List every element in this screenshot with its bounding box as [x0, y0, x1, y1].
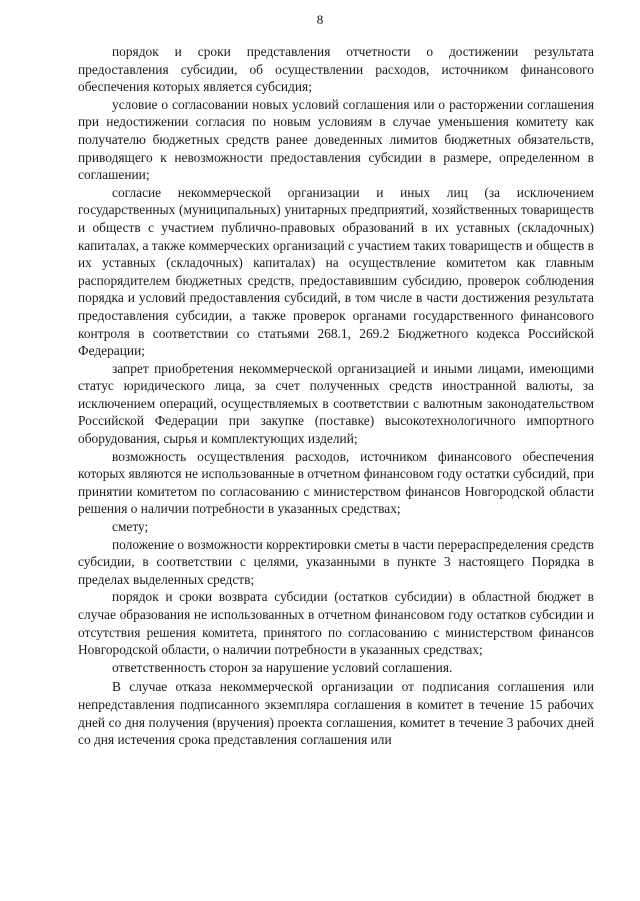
- body-text: [78, 43, 594, 749]
- paragraph-reporting: порядок и сроки представления отчетности о достижении результата предоставления субсидии, об осуществлении расходов, источником финансового обеспечения которых является субсидия;: [78, 44, 594, 95]
- page-number: 8: [316, 12, 324, 27]
- paragraph-refusal: В случае отказа некоммерческой организации от подписания соглашения или непредставления подписанного экземпляра соглашения в комитет в течение 15 рабочих дней со дня получения (вручения) проекта соглашения, комитет в течение 3 рабочих дней со дня истечения срока представления соглашения или: [78, 679, 594, 748]
- paragraph-responsibility: ответственность сторон за нарушение условий соглашения.: [112, 659, 453, 675]
- paragraph-remaining-funds: возможность осуществления расходов, источником финансового обеспечения которых являются не использованные в отчетном финансовом году остатки субсидий, при принятии комитетом по согласованию с министерством финансов Новгородской области решения о наличии потребности в указанных средствах;: [78, 448, 594, 517]
- paragraph-return-subsidy: порядок и сроки возврата субсидии (остатков субсидии) в областной бюджет в случае образования не использованных в отчетном финансовом году остатков субсидии и отсутствия решения комитета, принятого по согласованию с министерством финансов Новгородской области, о наличии потребности в указанных средствах;: [78, 589, 594, 658]
- paragraph-estimate: смету;: [112, 519, 149, 535]
- paragraph-estimate-adjustment: положение о возможности корректировки сметы в части перераспределения средств субсидии, в соответствии с целями, указанными в пункте 3 настоящего Порядка в пределах выделенных средств;: [78, 536, 594, 587]
- paragraph-consent-inspections: согласие некоммерческой организации и иных лиц (за исключением государственных (муниципальных) унитарных предприятий, хозяйственных товариществ и обществ с участием публично-правовых образований в их уставных (складочных) капиталах, а также коммерческих организаций с участием таких товариществ и обществ в их уставных (складочных) капиталах) на осуществление комитетом как главным распорядителем бюджетных средств, предоставившим субсидию, проверок соблюдения порядка и условий предоставления субсидий, в том числе в части достижения результата предоставления субсидии, а также проверок органами государственного финансового контроля в соответствии со статьями 268.1, 269.2 Бюджетного кодекса Российской Федерации;: [78, 184, 594, 359]
- paragraph-currency-ban: запрет приобретения некоммерческой организацией и иными лицами, имеющими статус юридического лица, за счет полученных средств иностранной валюты, за исключением операций, осуществляемых в соответствии с валютным законодательством Российской Федерации при закупке (поставке) высокотехнологичного импортного оборудования, сырья и комплектующих изделий;: [78, 360, 594, 447]
- paragraph-new-conditions: условие о согласовании новых условий соглашения или о расторжении соглашения при недостижении согласия по новым условиям в случае уменьшения комитету как получателю бюджетных средств ранее доведенных лимитов бюджетных обязательств, приводящего к невозможности предоставления субсидии в размере, определенном в соглашении;: [78, 96, 594, 183]
